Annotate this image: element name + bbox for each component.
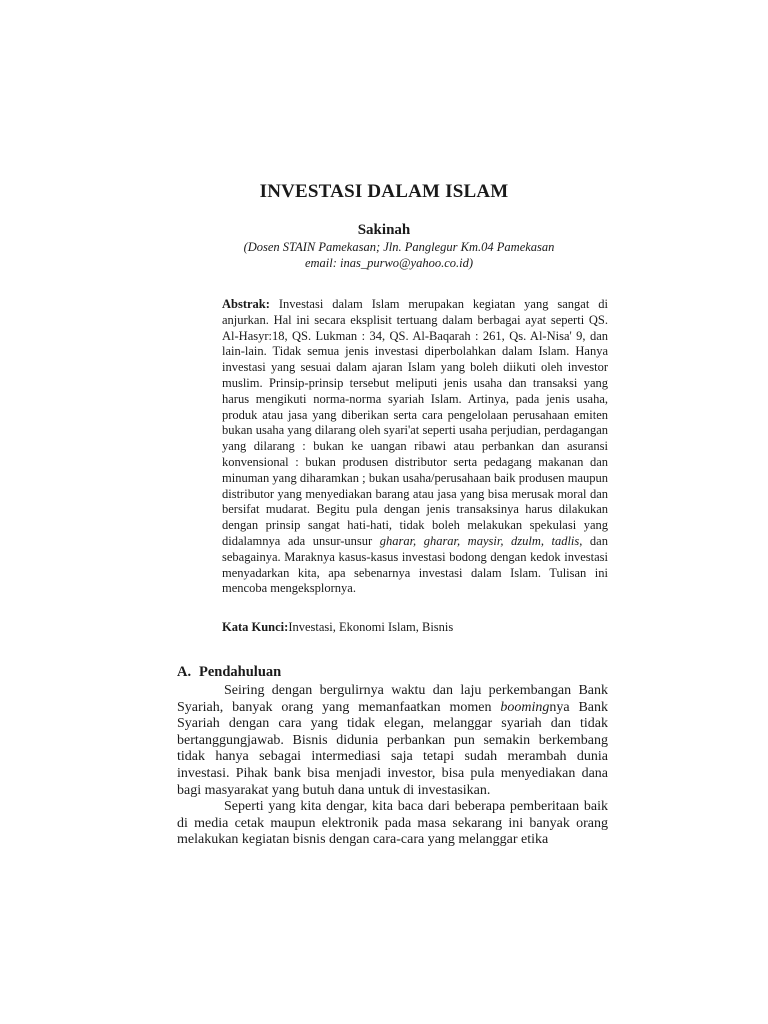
affiliation-line: (Dosen STAIN Pamekasan; Jln. Panglegur Km.04 Pamekasan <box>243 240 555 254</box>
section-number: A. <box>177 664 192 680</box>
paragraph <box>177 683 608 799</box>
keywords-block <box>222 619 608 635</box>
section-body <box>177 683 608 849</box>
paper-title: INVESTASI DALAM ISLAM <box>259 181 509 202</box>
paragraph-text: Seiring dengan bergulirnya waktu dan laju perkembangan Bank Syariah, banyak orang yang memanfaatkan momen <box>177 683 608 715</box>
section-title: Pendahuluan <box>199 664 282 680</box>
author-affiliation <box>0 239 768 271</box>
abstract-italic-terms: gharar, gharar, maysir, dzulm, tadlis <box>379 533 580 548</box>
paragraph-text: nya Bank Syariah dengan cara yang tidak elegan, melanggar syariah dan tidak bertanggungjawab. Bisnis didunia perbankan pun semakin berkembang tidak hanya sebagai intermediasi saja tetapi sudah merambah dunia investasi. Pihak bank bisa menjadi investor, bisa pula menyediakan dana bagi masyarakat yang butuh dana untuk di investasikan. <box>177 699 609 798</box>
author-name: Sakinah <box>357 222 411 238</box>
section-heading <box>177 664 281 681</box>
italic-term: booming <box>500 699 550 715</box>
abstract-label: Abstrak: <box>222 297 270 311</box>
abstract-block <box>222 297 608 597</box>
paragraph: Seperti yang kita dengar, kita baca dari beberapa pemberitaan baik di media cetak maupun elektronik pada masa sekarang ini banyak orang melakukan kegiatan bisnis dengan cara-cara yang melanggar etika <box>177 799 608 848</box>
abstract-text-end: , dan sebagainya. Maraknya kasus-kasus investasi bodong dengan kedok investasi menyadarkan kita, apa sebenarnya investasi dalam Islam. Tulisan ini mencoba mengeksplornya. <box>222 533 608 596</box>
affiliation-email-line: email: inas_purwo@yahoo.co.id) <box>304 256 474 270</box>
abstract-text: Investasi dalam Islam merupakan kegiatan yang sangat di anjurkan. Hal ini secara eksplisit tertuang dalam berbagai ayat seperti QS. Al-Hasyr:18, QS. Lukman : 34, QS. Al-Baqarah : 261, Qs. Al-Nisa' 9, dan lain-lain. Tidak semua jenis investasi diperbolahkan dalam Islam. Hanya investasi yang sesuai dalam ajaran Islam yang boleh diikuti oleh investor muslim. Prinsip-prinsip tersebut meliputi jenis usaha dan transaksi yang harus mengikuti norma-norma syariah Islam. Artinya, pada jenis usaha, produk atau jasa yang diberikan serta cara pengelolaan perusahaan emiten bukan usaha yang dilarang oleh syari'at seperti usaha perjudian, perdagangan yang dilarang : bukan ke uangan ribawi atau perbankan dan asuransi konvensional : bukan produsen distributor serta pedagang makanan dan minuman yang diharamkan ; bukan usaha/perusahaan baik produsen maupun distributor yang menyediakan barang atau jasa yang bisa merusak moral dan bersifat mudarat. Begitu pula dengan jenis transaksinya harus dilakukan dengan prinsip sangat hati-hati, tidak boleh melakukan spekulasi yang didalamnya ada unsur-unsur <box>222 297 608 548</box>
keywords-text: Investasi, Ekonomi Islam, Bisnis <box>288 620 454 634</box>
keywords-label: Kata Kunci: <box>222 620 289 634</box>
